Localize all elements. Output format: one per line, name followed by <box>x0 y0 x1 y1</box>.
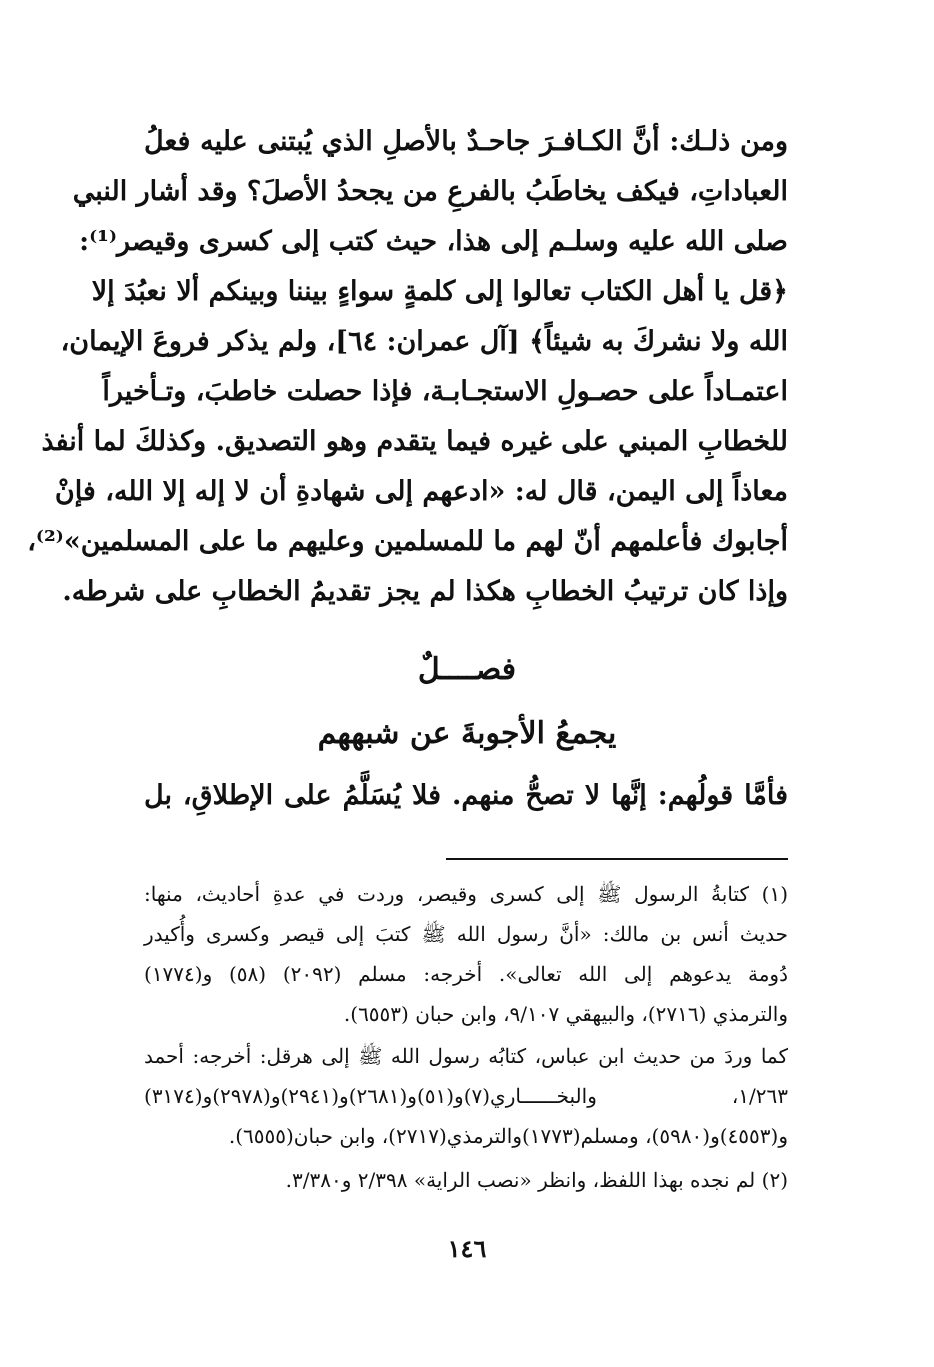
body-text-line: اعتمـاداً على حصـولِ الاستجـابـة، فإذا حصلت خاطبَ، وتـأخيراً <box>102 376 788 407</box>
body-text-line: للخطابِ المبني على غيره فيما يتقدم وهو التصديق. وكذلكَ لما أنفذ <box>41 426 788 457</box>
footnote-line: حديث أنس بن مالك: «أنَّ رسول الله ﷺ كتبَ إلى قيصر وكسرى وأُكيدر <box>144 922 788 946</box>
page-number: ١٤٦ <box>447 1234 487 1263</box>
footnote-line: ١/٢٦٣، والبخــــــاري(٧)و(٥١)و(٢٦٨١)و(٢٩٤١)و(٢٩٧٨)و(٣١٧٤) <box>144 1084 788 1108</box>
footnote-line: والترمذي (٢٧١٦)، والبيهقي ٩/١٠٧، وابن حبان (٦٥٥٣). <box>343 1002 788 1026</box>
section-subtitle: يجمعُ الأجوبةَ عن شبههم <box>317 716 617 751</box>
footnote-line: و(٤٥٥٣)و(٥٩٨٠)، ومسلم(١٧٧٣)والترمذي(٢٧١٧)، وابن حبان(٦٥٥٥). <box>228 1124 788 1148</box>
body-text-line: صلى الله عليه وسلـم إلى هذا، حيث كتب إلى كسرى وقيصر⁽¹⁾: <box>79 226 788 257</box>
body-text-line: العباداتِ، فيكف يخاطَبُ بالفرعِ من يجحدُ الأصلَ؟ وقد أشار النبي <box>72 176 788 207</box>
section-title: فصــــلٌ <box>417 652 517 687</box>
body-text-line: معاذاً إلى اليمن، قال له: «ادعهم إلى شهادةِ أن لا إله إلا الله، فإنْ <box>54 476 788 507</box>
footnote-line: دُومة يدعوهم إلى الله تعالى». أخرجه: مسلم (٢٠٩٢) (٥٨) و(١٧٧٤) <box>144 962 788 986</box>
quran-verse-line: ﴿قل يا أهل الكتاب تعالوا إلى كلمةٍ سواءٍ بيننا وبينكم ألا نعبُدَ إلا <box>91 276 788 307</box>
body-text-line: أجابوك فأعلمهم أنّ لهم ما للمسلمين وعليهم ما على المسلمين»⁽²⁾، <box>27 526 788 557</box>
section-first-line: فأمَّا قولُهم: إنَّها لا تصحُّ منهم. فلا يُسَلَّمُ على الإطلاقِ، بل <box>144 780 788 811</box>
footnote-line: (٢) لم نجده بهذا اللفظ، وانظر «نصب الراية» ٢/٣٩٨ و٣/٣٨٠. <box>285 1168 788 1192</box>
body-text-line: الله ولا نشركَ به شيئاً﴾ [آل عمران: ٦٤]، ولم يذكر فروعَ الإيمان، <box>60 326 788 357</box>
footnote-divider <box>446 858 788 860</box>
body-text-line: وإذا كان ترتيبُ الخطابِ هكذا لم يجز تقديمُ الخطابِ على شرطه. <box>62 576 788 607</box>
footnote-line: كما وردَ من حديث ابن عباس، كتابُه رسول الله ﷺ إلى هرقل: أخرجه: أحمد <box>144 1044 788 1068</box>
body-text-line: ومن ذلـك: أنَّ الكـافـرَ جاحـدٌ بالأصلِ الذي يُبتنى عليه فعلُ <box>144 126 788 157</box>
footnote-line: (١) كتابةُ الرسول ﷺ إلى كسرى وقيصر، وردت في عدةِ أحاديث، منها: <box>144 882 788 906</box>
